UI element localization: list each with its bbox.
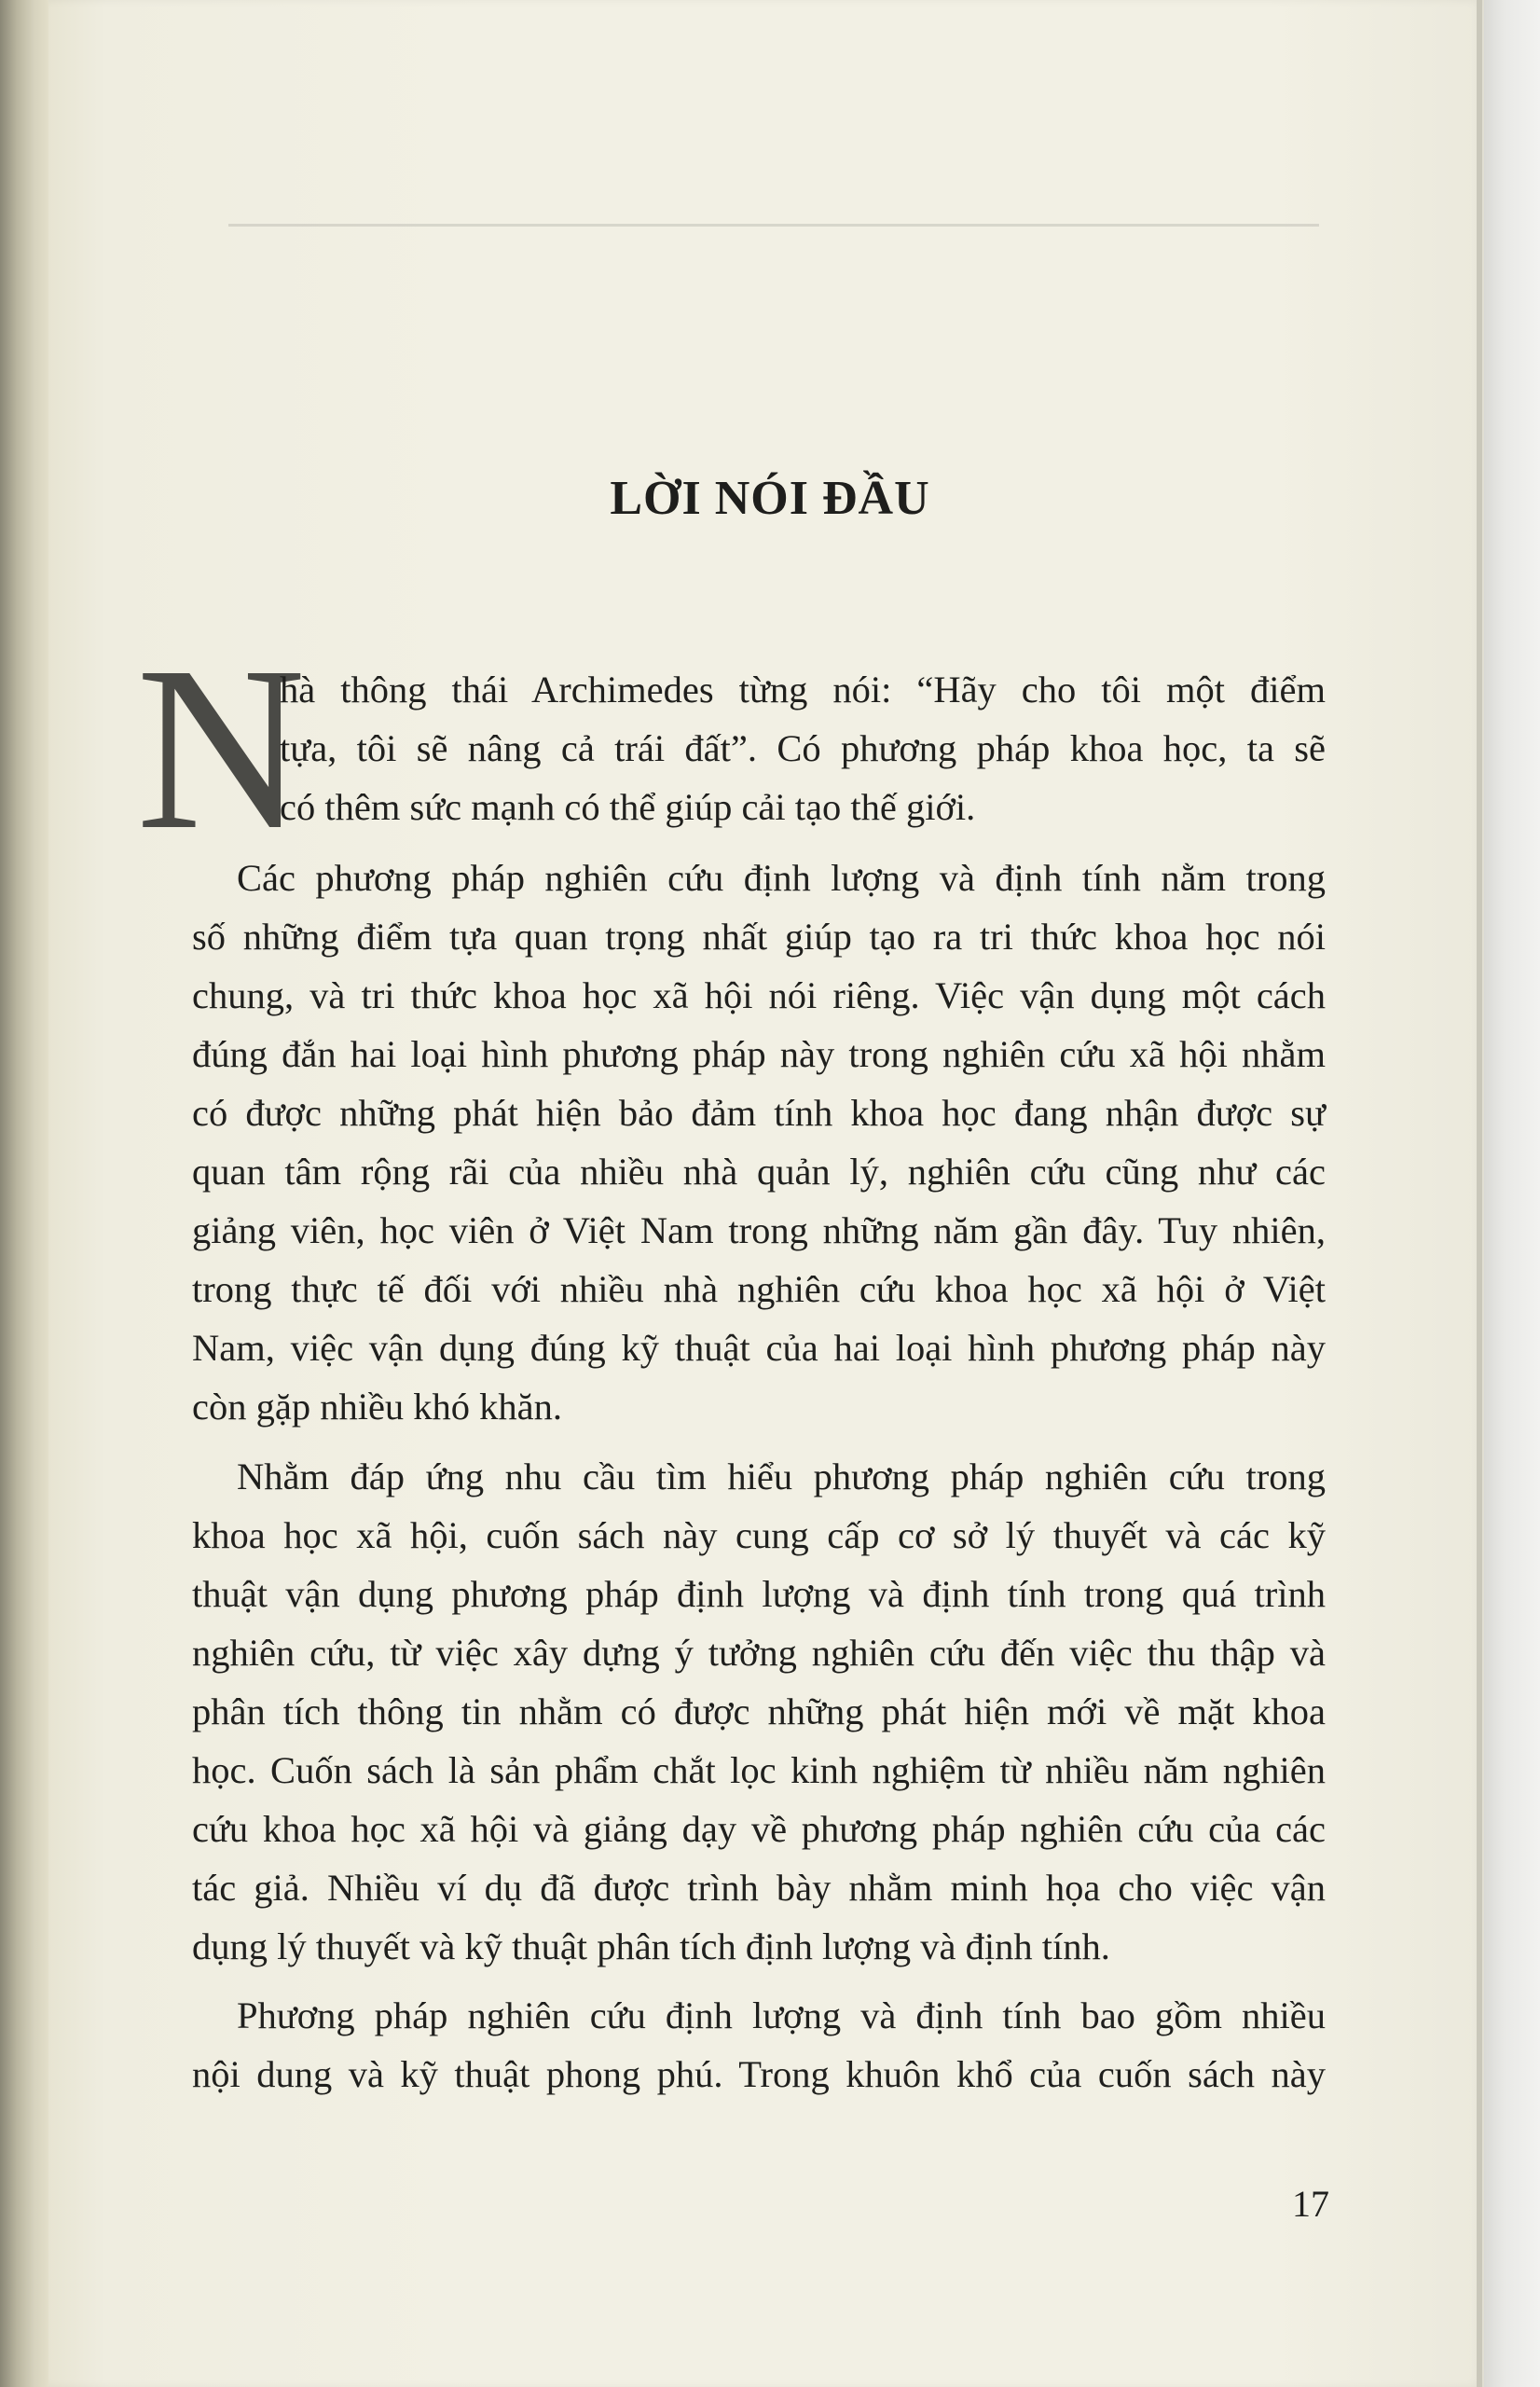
- text-line: Nam, việc vận dụng đúng kỹ thuật của hai loại hình phương pháp này: [192, 1327, 1326, 1369]
- text-line: trong thực tế đối với nhiều nhà nghiên cứu khoa học xã hội ở Việt: [192, 1268, 1326, 1310]
- text-line: học. Cuốn sách là sản phẩm chắt lọc kinh nghiệm từ nhiều năm nghiên: [192, 1749, 1326, 1791]
- paragraph-4: [192, 1986, 1326, 2104]
- text-line: chung, và tri thức khoa học xã hội nói riêng. Việc vận dụng một cách: [192, 974, 1326, 1016]
- text-line: phân tích thông tin nhằm có được những phát hiện mới về mặt khoa: [192, 1690, 1326, 1732]
- paragraph-3: [192, 1447, 1326, 1976]
- text-line: tựa, tôi sẽ nâng cả trái đất”. Có phương pháp khoa học, ta sẽ: [280, 727, 1326, 769]
- bleed-through-rule: [228, 224, 1319, 227]
- drop-cap-letter: N: [136, 617, 306, 878]
- text-line: tác giả. Nhiều ví dụ đã được trình bày nhằm minh họa cho việc vận: [192, 1867, 1326, 1909]
- background-shadow: [1480, 0, 1540, 2387]
- page-title: LỜI NÓI ĐẦU: [610, 471, 930, 525]
- text-line: khoa học xã hội, cuốn sách này cung cấp cơ sở lý thuyết và các kỹ: [192, 1514, 1326, 1556]
- text-line: số những điểm tựa quan trọng nhất giúp tạo ra tri thức khoa học nói: [192, 916, 1326, 958]
- text-line: thuật vận dụng phương pháp định lượng và định tính trong quá trình: [192, 1573, 1326, 1615]
- text-line: hà thông thái Archimedes từng nói: “Hãy cho tôi một điểm: [280, 669, 1326, 711]
- text-line: có thêm sức mạnh có thể giúp cải tạo thế giới.: [280, 786, 976, 828]
- page-number: 17: [1292, 2183, 1329, 2225]
- text-line: nghiên cứu, từ việc xây dựng ý tưởng nghiên cứu đến việc thu thập và: [192, 1632, 1326, 1674]
- text-line: cứu khoa học xã hội và giảng dạy về phương pháp nghiên cứu của các: [192, 1808, 1326, 1850]
- text-line: có được những phát hiện bảo đảm tính khoa học đang nhận được sự: [192, 1092, 1326, 1134]
- text-line: giảng viên, học viên ở Việt Nam trong những năm gần đây. Tuy nhiên,: [192, 1209, 1326, 1251]
- paragraph-2: [192, 849, 1326, 1436]
- text-line: nội dung và kỹ thuật phong phú. Trong khuôn khổ của cuốn sách này: [192, 2053, 1326, 2095]
- text-line: Các phương pháp nghiên cứu định lượng và định tính nằm trong: [237, 857, 1326, 899]
- text-line: Phương pháp nghiên cứu định lượng và định tính bao gồm nhiều: [237, 1994, 1326, 2036]
- text-line: Nhằm đáp ứng nhu cầu tìm hiểu phương pháp nghiên cứu trong: [237, 1456, 1326, 1497]
- text-line: dụng lý thuyết và kỹ thuật phân tích định lượng và định tính.: [192, 1925, 1110, 1967]
- text-line: đúng đắn hai loại hình phương pháp này trong nghiên cứu xã hội nhằm: [192, 1033, 1326, 1075]
- page-edge: [1477, 0, 1482, 2387]
- paragraph-1: [280, 660, 1326, 836]
- text-line: còn gặp nhiều khó khăn.: [192, 1386, 563, 1428]
- text-line: quan tâm rộng rãi của nhiều nhà quản lý, nghiên cứu cũng như các: [192, 1151, 1326, 1193]
- book-spine: [0, 0, 48, 2387]
